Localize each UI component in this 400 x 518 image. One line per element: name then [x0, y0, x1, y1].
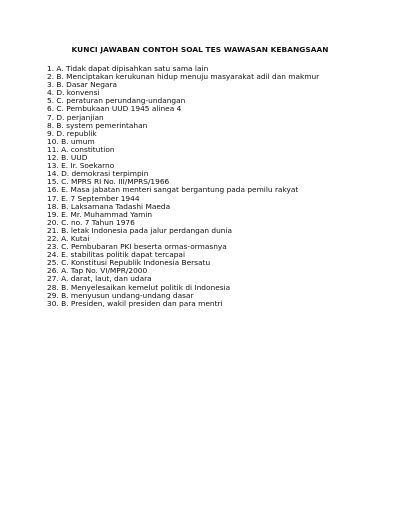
list-item: 27. A. darat, laut, dan udara — [47, 274, 152, 284]
list-item: 16. E. Masa jabatan menteri sangat bergantung pada pemilu rakyat — [47, 185, 299, 195]
list-item: 29. B. menyusun undang-undang dasar — [47, 290, 194, 300]
list-item: 19. E. Mr. Muhammad Yamin — [47, 209, 153, 219]
list-item: 18. B. Laksamana Tadashi Maeda — [47, 201, 171, 211]
list-item: 4. D. konvensi — [47, 88, 100, 98]
answer-key-list — [47, 65, 319, 308]
list-item: 7. D. perjanjian — [47, 112, 104, 122]
list-item: 26. A. Tap No. VI/MPR/2000 — [47, 266, 148, 276]
list-item: 6. C. Pembukaan UUD 1945 alinea 4 — [47, 104, 182, 114]
list-item: 5. C. peraturan perundang-undangan — [47, 96, 186, 106]
list-item: 25. C. Konstitusi Republik Indonesia Bersatu — [47, 258, 211, 268]
list-item: 8. B. system pemerintahan — [47, 120, 148, 130]
list-item: 24. E. stabilitas politik dapat tercapai — [47, 250, 186, 260]
list-item: 22. A. Kutai — [47, 233, 90, 243]
list-item: 1. A. Tidak dapat dipisahkan satu sama lain — [47, 64, 209, 73]
list-item: 11. A. constitution — [47, 144, 115, 154]
list-item: 21. B. letak Indonesia pada jalur perdangan dunia — [47, 225, 233, 235]
list-item: 9. D. republik — [47, 128, 97, 138]
list-item: 15. C. MPRS RI No. III/MPRS/1966 — [47, 177, 170, 187]
list-item: 23. C. Pembubaran PKI beserta ormas-ormasnya — [47, 242, 227, 252]
list-item: 3. B. Dasar Negara — [47, 80, 118, 90]
list-item: 14. D. demokrasi terpimpin — [47, 169, 149, 179]
list-item: 2. B. Menciptakan kerukunan hidup menuju masyarakat adil dan makmur — [47, 72, 320, 82]
list-item: 17. E. 7 September 1944 — [47, 193, 140, 203]
list-item: 28. B. Menyelesaikan kemelut politik di Indonesia — [47, 282, 231, 292]
list-item: 12. B. UUD — [47, 153, 88, 163]
document-title: KUNCI JAWABAN CONTOH SOAL TES WAWASAN KEBANGSAAN — [71, 45, 329, 54]
list-item: 10. B. umum — [47, 136, 95, 146]
list-item: 20. C. no. 7 Tahun 1976 — [47, 217, 135, 227]
list-item: 30. B. Presiden, wakil presiden dan para mentri — [47, 298, 223, 308]
list-item: 13. E. Ir. Soekarno — [47, 161, 115, 171]
